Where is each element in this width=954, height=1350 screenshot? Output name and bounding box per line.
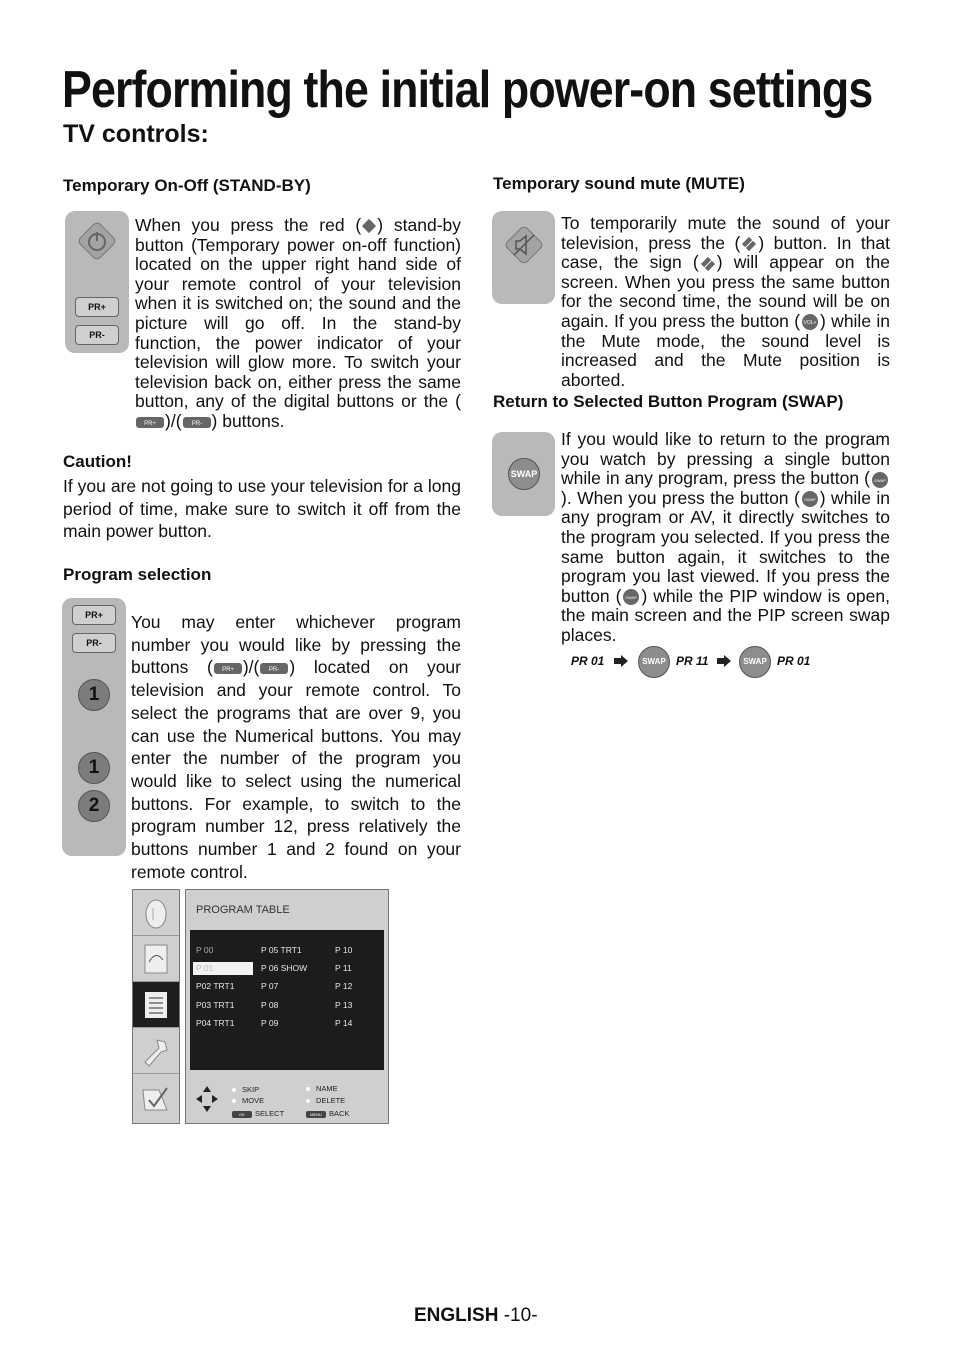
program-cell: P 06 SHOW xyxy=(261,963,308,973)
legend-delete: DELETE xyxy=(316,1096,346,1105)
delete-dot-icon xyxy=(306,1099,310,1103)
program-cell: P02 TRT1 xyxy=(196,981,235,991)
menu-sidebar xyxy=(132,889,180,1124)
program-list-icon xyxy=(133,982,179,1028)
standby-text: When you press the red ( ) stand-by button (Temporary power on-off function) located on the upper right hand side of your remote control of your television when it is switched on; the sound and the picture will go off. In the stand-by function, the power indicator of your television will glow more. To switch your television back on, either press the same button, any of the digital buttons or the ( PR+ )/( PR- ) buttons. xyxy=(135,215,462,431)
program-cell: P 13 xyxy=(335,1000,353,1010)
standby-heading: Temporary On-Off (STAND-BY) xyxy=(63,176,311,195)
picture-menu-icon xyxy=(133,890,179,936)
legend-back: BACK xyxy=(329,1109,350,1118)
pr-plus-inline-icon xyxy=(135,416,165,429)
page-title: Performing the initial power-on settings xyxy=(62,61,873,119)
pr-minus-inline-icon xyxy=(259,662,289,675)
mute-sign-icon xyxy=(699,256,717,272)
swap-inline-icon xyxy=(621,588,641,606)
svg-text:PR+: PR+ xyxy=(221,667,234,674)
program-cell: P 05 TRT1 xyxy=(261,945,302,955)
sequence-pr-11: PR 11 xyxy=(676,654,709,668)
pr-minus-inline-icon xyxy=(182,416,212,429)
number-1-key: 1 xyxy=(78,752,110,784)
svg-text:SWAP: SWAP xyxy=(803,497,816,503)
program-table-title: PROGRAM TABLE xyxy=(196,904,290,916)
program-cell: P 08 xyxy=(261,1000,279,1010)
number-2-key: 2 xyxy=(78,790,110,822)
program-cell: P 00 xyxy=(196,945,214,955)
name-dot-icon xyxy=(306,1087,310,1091)
legend-select: SELECT xyxy=(255,1109,285,1118)
navigation-arrows-icon xyxy=(194,1084,220,1114)
program-selection-heading: Program selection xyxy=(63,565,212,584)
program-cell: P 14 xyxy=(335,1018,353,1028)
program-cell: P 12 xyxy=(335,981,353,991)
program-cell: P 07 xyxy=(261,981,279,991)
caution-text: If you are not going to use your television for a long period of time, make sure to switch it off from the main power button. xyxy=(63,476,461,542)
number-1-key: 1 xyxy=(78,679,110,711)
program-cell: P 10 xyxy=(335,945,353,955)
mute-heading: Temporary sound mute (MUTE) xyxy=(493,174,745,193)
menu-key-icon: MENU xyxy=(306,1111,326,1118)
swap-inline-icon xyxy=(800,490,820,508)
ok-key-icon: OK xyxy=(232,1111,252,1118)
sequence-pr-01: PR 01 xyxy=(777,654,811,668)
page-footer xyxy=(414,1305,538,1327)
svg-text:SWAP: SWAP xyxy=(625,595,638,601)
program-table-window xyxy=(185,889,389,1124)
program-table-grid xyxy=(190,930,384,1070)
pr-minus-key: PR- xyxy=(72,633,116,653)
swap-inline-icon xyxy=(870,471,890,489)
program-selection-text: You may enter whichever program number you would like by pressing the buttons ( PR+ )/( PR- ) located on your television and your remote control. To select the programs that are over 9, you can use the Numerical buttons. You may enter the number of the program you would like to select using the numerical buttons. For example, to switch to the program number 12, press relatively the buttons number 1 and 2 found on your remote control. xyxy=(131,612,461,882)
program-cell: P03 TRT1 xyxy=(196,1000,235,1010)
caution-heading: Caution! xyxy=(63,452,132,471)
svg-text:PR+: PR+ xyxy=(144,420,156,427)
svg-text:VOL+: VOL+ xyxy=(803,320,817,327)
arrow-right-icon xyxy=(717,655,731,667)
swap-button-icon: SWAP xyxy=(508,458,540,490)
pr-plus-key: PR+ xyxy=(75,297,119,317)
skip-dot-icon xyxy=(232,1088,236,1092)
section-title: TV controls: xyxy=(63,120,209,148)
pr-plus-inline-icon xyxy=(213,662,243,675)
arrow-right-icon xyxy=(614,655,628,667)
settings-wrench-icon xyxy=(133,1028,179,1074)
program-cell: P 09 xyxy=(261,1018,279,1028)
footer-page-number: -10- xyxy=(503,1305,538,1326)
red-standby-icon xyxy=(361,218,377,234)
svg-text:SWAP: SWAP xyxy=(874,477,886,483)
swap-text: If you would like to return to the program you watch by pressing a single button while in any program, press the button ( SWAP ). When you press the button ( SWAP ) while in any program or AV, it directly switches to the program you selected. If you press the same button again, it switches to the program you last viewed. If you press the button ( SWAP ) while the PIP window is open, the main screen and the PIP screen swap places. xyxy=(561,429,890,645)
footer-language: ENGLISH xyxy=(414,1305,499,1326)
legend-move: MOVE xyxy=(242,1096,265,1105)
volume-up-icon xyxy=(800,313,820,331)
swap-sequence-icon: SWAP xyxy=(638,646,670,678)
legend-name: NAME xyxy=(316,1084,338,1093)
swap-heading: Return to Selected Button Program (SWAP) xyxy=(493,392,844,411)
pr-minus-key: PR- xyxy=(75,325,119,345)
legend-skip: SKIP xyxy=(242,1085,260,1094)
mute-text: To temporarily mute the sound of your television, press the ( ) button. In that case, the sign ( ) will appear on the screen. When you press the same button for the second time, the sound will be on again. If you press the button ( VOL+ ) while in the Mute mode, the sound level is increased and the Mute position is aborted. xyxy=(561,213,891,390)
features-check-icon xyxy=(133,1074,179,1120)
svg-text:PR-: PR- xyxy=(191,420,202,427)
sound-menu-icon xyxy=(133,936,179,982)
swap-sequence-icon: SWAP xyxy=(739,646,771,678)
sequence-pr-01: PR 01 xyxy=(571,654,605,668)
program-cell: P 01 xyxy=(196,963,214,973)
pr-plus-key: PR+ xyxy=(72,605,116,625)
move-dot-icon xyxy=(232,1099,236,1103)
program-cell: P04 TRT1 xyxy=(196,1018,235,1028)
mute-inline-icon xyxy=(740,236,758,252)
svg-text:PR-: PR- xyxy=(269,667,280,674)
program-cell: P 11 xyxy=(335,963,352,973)
